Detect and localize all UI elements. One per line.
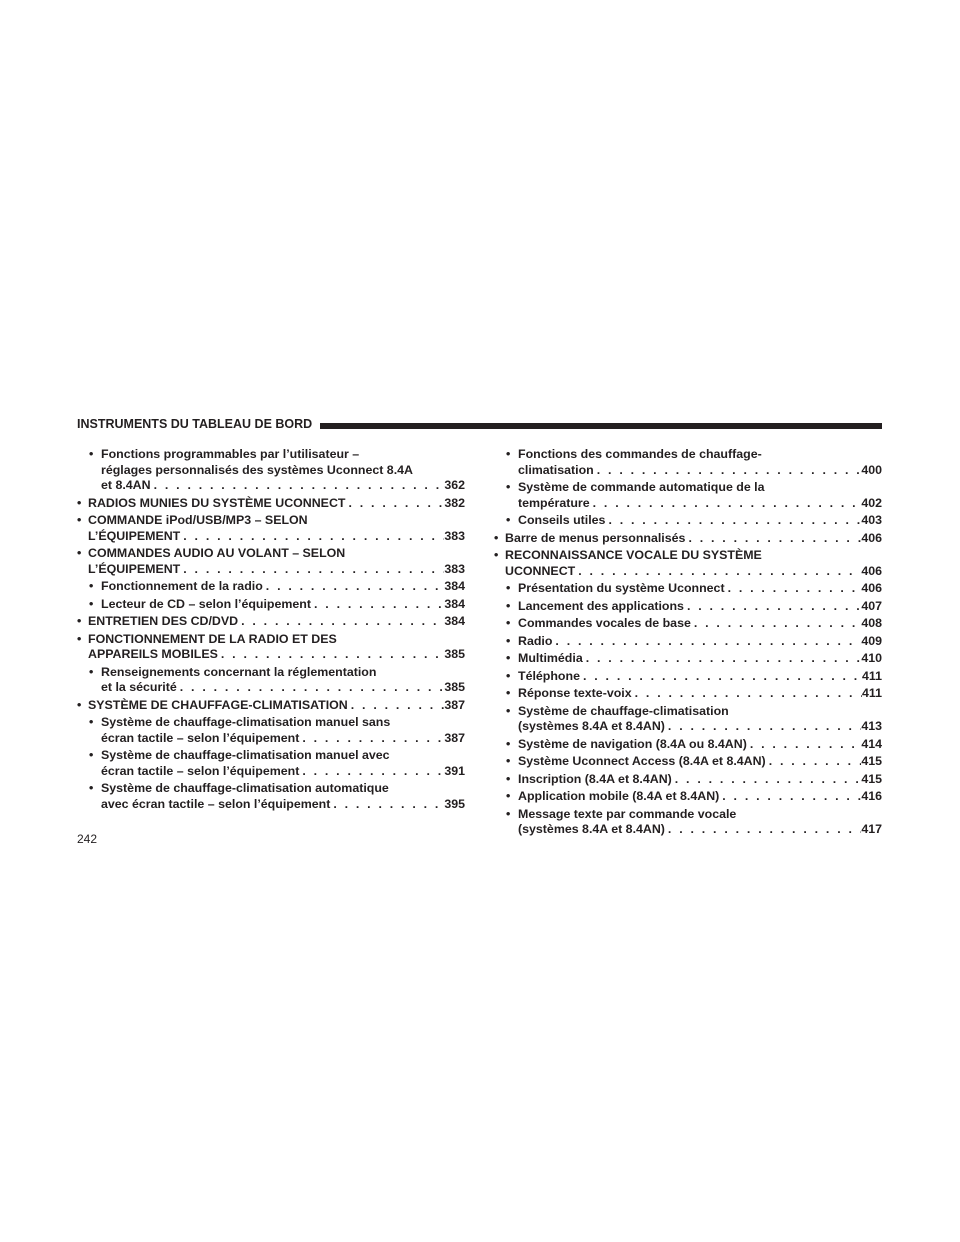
toc-entry-leader-line — [518, 651, 882, 667]
toc-entry[interactable] — [494, 616, 882, 632]
dot-leader — [151, 478, 445, 494]
toc-entry[interactable] — [494, 754, 882, 770]
toc-column-left — [77, 447, 465, 814]
toc-entry-leader-line — [518, 496, 882, 512]
bullet-icon: • — [506, 651, 511, 665]
dot-leader — [684, 599, 861, 615]
toc-entry-text: APPAREILS MOBILES — [88, 647, 218, 661]
dot-leader — [299, 764, 444, 780]
bullet-icon: • — [506, 480, 511, 494]
toc-entry-leader-line — [518, 669, 882, 685]
toc-entry-leader-line — [518, 513, 882, 529]
running-header — [77, 416, 882, 432]
toc-entry-text: Lancement des applications — [518, 598, 684, 613]
toc-entry-text: Radio — [518, 633, 553, 648]
dot-leader — [330, 797, 444, 813]
bullet-icon: • — [77, 614, 82, 628]
toc-page-ref[interactable]: 387 — [444, 697, 465, 712]
toc-entry-text: Réponse texte-voix — [518, 686, 632, 700]
toc-entry-leader-line — [88, 562, 465, 578]
bullet-icon: • — [506, 668, 511, 683]
toc-entry[interactable] — [77, 748, 465, 779]
toc-entry-leader-line — [518, 599, 882, 615]
bullet-icon: • — [506, 598, 511, 613]
dot-leader — [575, 564, 861, 580]
toc-entry-text: Système de chauffage-climatisation manuel sans — [101, 715, 391, 729]
toc-entry-text: et 8.4AN — [101, 478, 151, 492]
bullet-icon: • — [506, 686, 511, 700]
bullet-icon: • — [506, 616, 511, 630]
toc-page-ref[interactable]: 383 — [444, 528, 465, 543]
toc-entry-text: Multimédia — [518, 651, 583, 665]
bullet-icon: • — [77, 631, 82, 646]
toc-entry-leader-line — [518, 719, 882, 735]
dot-leader — [665, 719, 861, 735]
toc-entry-text: COMMANDES AUDIO AU VOLANT – SELON — [88, 546, 346, 560]
toc-page-ref[interactable]: 414 — [861, 736, 882, 751]
page-number: 242 — [77, 832, 98, 846]
toc-page-ref[interactable]: 402 — [861, 495, 882, 510]
toc-entry[interactable] — [77, 447, 465, 494]
toc-entry[interactable] — [77, 546, 465, 577]
toc-page-ref[interactable]: 387 — [444, 730, 465, 745]
toc-entry-text: Commandes vocales de base — [518, 616, 691, 630]
dot-leader — [580, 669, 862, 685]
bullet-icon: • — [506, 736, 511, 751]
section-title: INSTRUMENTS DU TABLEAU DE BORD — [77, 416, 320, 432]
bullet-icon: • — [77, 697, 82, 712]
bullet-icon: • — [506, 806, 511, 821]
dot-leader — [263, 579, 445, 595]
bullet-icon: • — [77, 513, 82, 527]
toc-entry-leader-line — [518, 581, 882, 597]
bullet-icon: • — [77, 495, 82, 510]
dot-leader — [552, 634, 861, 650]
toc-page-ref[interactable]: 383 — [444, 561, 465, 576]
bullet-icon: • — [89, 748, 94, 762]
dot-leader — [348, 698, 445, 714]
toc-entry[interactable] — [77, 715, 465, 746]
toc-entry[interactable] — [494, 548, 882, 579]
toc-entry-text: écran tactile – selon l’équipement — [101, 730, 300, 745]
toc-entry-text: avec écran tactile – selon l’équipement — [101, 796, 331, 811]
toc-entry-leader-line — [101, 731, 465, 747]
toc-entry[interactable] — [494, 789, 882, 805]
dot-leader — [299, 731, 444, 747]
dot-leader — [583, 651, 862, 667]
toc-entry-text: (systèmes 8.4A et 8.4AN) — [518, 719, 665, 733]
toc-entry-text: et la sécurité — [101, 680, 177, 694]
toc-page-ref[interactable]: 406 — [861, 530, 882, 545]
toc-entry-text: Renseignements concernant la réglementation — [101, 664, 377, 679]
toc-entry-text: Système de chauffage-climatisation automatique — [101, 781, 389, 795]
bullet-icon: • — [89, 596, 94, 611]
toc-entry-leader-line — [101, 597, 465, 613]
bullet-icon: • — [494, 548, 499, 562]
toc-page-ref[interactable]: 415 — [861, 754, 882, 768]
dot-leader — [180, 562, 444, 578]
toc-page-ref[interactable]: 416 — [861, 789, 882, 803]
toc-entry[interactable] — [77, 665, 465, 696]
toc-entry-leader-line — [518, 822, 882, 838]
bullet-icon: • — [89, 664, 94, 679]
toc-entry-leader-line — [88, 698, 465, 714]
toc-entry[interactable] — [494, 480, 882, 511]
toc-entry[interactable] — [494, 634, 882, 650]
toc-entry-leader-line — [101, 680, 465, 696]
bullet-icon: • — [506, 703, 511, 718]
dot-leader — [177, 680, 445, 696]
toc-entry[interactable] — [77, 513, 465, 544]
dot-leader — [345, 496, 444, 512]
toc-entry-leader-line — [101, 764, 465, 780]
toc-entry-text: SYSTÈME DE CHAUFFAGE-CLIMATISATION — [88, 697, 348, 712]
toc-entry[interactable] — [494, 807, 882, 838]
toc-entry-leader-line — [88, 647, 465, 663]
dot-leader — [238, 614, 444, 630]
toc-entry[interactable] — [494, 447, 882, 478]
toc-entry-leader-line — [518, 772, 882, 788]
toc-page-ref[interactable]: 417 — [861, 822, 882, 836]
toc-page-ref[interactable]: 384 — [444, 596, 465, 611]
toc-entry-leader-line — [505, 564, 882, 580]
toc-entry-text: Application mobile (8.4A et 8.4AN) — [518, 789, 720, 803]
bullet-icon: • — [506, 754, 511, 768]
dot-leader — [632, 686, 862, 702]
toc-entry-leader-line — [518, 616, 882, 632]
toc-entry[interactable] — [77, 781, 465, 812]
toc-entry-text: écran tactile – selon l’équipement — [101, 763, 300, 778]
toc-entry-text: L’ÉQUIPEMENT — [88, 561, 181, 576]
toc-entry-leader-line — [88, 496, 465, 512]
toc-entry-text: L’ÉQUIPEMENT — [88, 528, 181, 543]
toc-entry-text: RECONNAISSANCE VOCALE DU SYSTÈME — [505, 548, 762, 562]
toc-entry-text: réglages personnalisés des systèmes Uconnect 8.4A — [101, 462, 413, 477]
toc-page-ref[interactable]: 382 — [444, 495, 465, 510]
toc-entry-leader-line — [101, 797, 465, 813]
toc-entry-text: (systèmes 8.4A et 8.4AN) — [518, 822, 665, 836]
toc-page-ref[interactable]: 395 — [444, 796, 465, 811]
toc-page-ref[interactable]: 406 — [861, 563, 882, 578]
toc-entry-text: Téléphone — [518, 668, 580, 683]
bullet-icon: • — [89, 579, 94, 593]
bullet-icon: • — [494, 530, 499, 545]
toc-entry-text: Présentation du système Uconnect — [518, 581, 725, 595]
toc-entry-text: Lecteur de CD – selon l’équipement — [101, 596, 311, 611]
toc-entry-leader-line — [88, 529, 465, 545]
toc-entry-leader-line — [518, 634, 882, 650]
toc-page-ref[interactable]: 413 — [861, 719, 882, 733]
toc-page-ref[interactable]: 415 — [861, 771, 882, 786]
dot-leader — [725, 581, 862, 597]
toc-entry-text: climatisation — [518, 462, 594, 477]
toc-entry-text: UCONNECT — [505, 563, 576, 578]
toc-page-ref[interactable]: 391 — [444, 763, 465, 778]
dot-leader — [594, 463, 862, 479]
toc-entry[interactable] — [494, 581, 882, 597]
toc-entry-text: Barre de menus personnalisés — [505, 530, 686, 545]
toc-entry[interactable] — [494, 704, 882, 735]
toc-entry-text: Message texte par commande vocale — [518, 806, 737, 821]
bullet-icon: • — [506, 581, 511, 595]
bullet-icon: • — [89, 447, 94, 461]
dot-leader — [672, 772, 862, 788]
toc-page-ref[interactable]: 384 — [444, 614, 465, 628]
toc-entry[interactable] — [494, 599, 882, 615]
dot-leader — [766, 754, 862, 770]
toc-entry-text: Système de commande automatique de la — [518, 480, 765, 494]
toc-entry-leader-line — [88, 614, 465, 630]
toc-entry-text: ENTRETIEN DES CD/DVD — [88, 614, 239, 628]
toc-page-ref[interactable]: 411 — [862, 686, 882, 700]
toc-entry-leader-line — [518, 754, 882, 770]
toc-column-right — [494, 447, 882, 840]
toc-entry[interactable] — [494, 669, 882, 685]
bullet-icon: • — [506, 771, 511, 786]
toc-page-ref[interactable]: 410 — [861, 651, 882, 665]
toc-entry-text: température — [518, 495, 590, 510]
toc-entry[interactable] — [494, 531, 882, 547]
toc-entry[interactable] — [77, 597, 465, 613]
bullet-icon: • — [89, 715, 94, 729]
toc-entry[interactable] — [494, 737, 882, 753]
toc-entry-text: COMMANDE iPod/USB/MP3 – SELON — [88, 513, 308, 527]
bullet-icon: • — [506, 633, 511, 648]
toc-entry-text: Inscription (8.4A et 8.4AN) — [518, 771, 672, 786]
toc-page-ref[interactable]: 411 — [862, 668, 882, 683]
bullet-icon: • — [506, 447, 511, 461]
dot-leader — [685, 531, 861, 547]
toc-entry[interactable] — [494, 686, 882, 702]
toc-entry-leader-line — [101, 579, 465, 595]
toc-entry[interactable] — [77, 614, 465, 630]
toc-entry[interactable] — [494, 651, 882, 667]
toc-entry-leader-line — [101, 478, 465, 494]
dot-leader — [590, 496, 862, 512]
toc-page-ref[interactable]: 409 — [861, 633, 882, 648]
dot-leader — [665, 822, 861, 838]
toc-entry[interactable] — [77, 579, 465, 595]
toc-entry[interactable] — [77, 698, 465, 714]
toc-entry-leader-line — [518, 463, 882, 479]
toc-entry[interactable] — [77, 632, 465, 663]
toc-entry-text: Fonctions programmables par l’utilisateur – — [101, 447, 360, 461]
toc-entry-text: Système de chauffage-climatisation — [518, 703, 729, 718]
toc-entry-text: RADIOS MUNIES DU SYSTÈME UCONNECT — [88, 495, 346, 510]
bullet-icon: • — [77, 546, 82, 560]
toc-page-ref[interactable]: 406 — [861, 581, 882, 595]
toc-entry[interactable] — [494, 772, 882, 788]
toc-entry-text: Système Uconnect Access (8.4A et 8.4AN) — [518, 754, 766, 768]
toc-page-ref[interactable]: 400 — [861, 462, 882, 477]
toc-entry-text: Système de navigation (8.4A ou 8.4AN) — [518, 736, 747, 751]
toc-entry-leader-line — [505, 531, 882, 547]
toc-entry-text: Fonctions des commandes de chauffage- — [518, 447, 762, 461]
bullet-icon: • — [506, 513, 511, 527]
toc-entry[interactable] — [77, 496, 465, 512]
bullet-icon: • — [506, 789, 511, 803]
toc-entry-text: Système de chauffage-climatisation manuel avec — [101, 748, 390, 762]
toc-page-ref[interactable]: 408 — [861, 616, 882, 630]
toc-page-ref[interactable]: 385 — [444, 647, 465, 661]
toc-entry-leader-line — [518, 737, 882, 753]
toc-entry-text: Fonctionnement de la radio — [101, 579, 263, 593]
dot-leader — [180, 529, 444, 545]
dot-leader — [691, 616, 861, 632]
toc-entry-text: FONCTIONNEMENT DE LA RADIO ET DES — [88, 631, 337, 646]
toc-page-ref[interactable]: 407 — [861, 598, 882, 613]
toc-page-ref[interactable]: 385 — [444, 680, 465, 694]
toc-entry-leader-line — [518, 686, 882, 702]
toc-entry[interactable] — [494, 513, 882, 529]
toc-page-ref[interactable]: 362 — [444, 478, 465, 492]
dot-leader — [218, 647, 444, 663]
dot-leader — [605, 513, 861, 529]
toc-page-ref[interactable]: 384 — [444, 579, 465, 593]
dot-leader — [747, 737, 861, 753]
toc-entry-leader-line — [518, 789, 882, 805]
toc-entry-text: Conseils utiles — [518, 513, 606, 527]
toc-page-ref[interactable]: 403 — [861, 513, 882, 527]
bullet-icon: • — [89, 781, 94, 795]
dot-leader — [311, 597, 444, 613]
dot-leader — [719, 789, 861, 805]
